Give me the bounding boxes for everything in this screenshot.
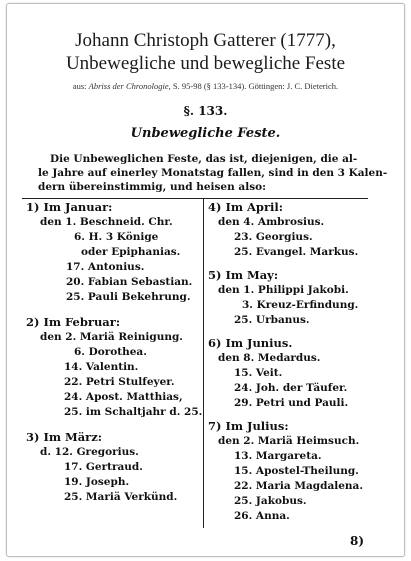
feast-entry: den 2. Mariä Heimsuch. <box>218 435 360 447</box>
feast-entry: 25. im Schaltjahr d. 25. <box>64 406 203 418</box>
feast-entry: 22. Petri Stulfeyer. <box>64 376 175 388</box>
month-heading: 2) Im Februar: <box>26 315 121 329</box>
source-details: , S. 95-98 (§ 133-134). Göttingen: J. C. Dieterich. <box>168 81 339 91</box>
month-heading: 1) Im Januar: <box>26 200 113 214</box>
page-number: 8) <box>350 534 365 548</box>
feast-entry: den 2. Mariä Reinigung. <box>40 331 183 343</box>
feast-entry: 17. Gertraud. <box>64 461 143 473</box>
intro-paragraph <box>38 152 388 194</box>
month-heading: 3) Im März: <box>26 430 103 444</box>
table-top-rule <box>22 198 368 199</box>
section-title: Unbewegliche Feste. <box>130 126 281 141</box>
feast-entry: den 8. Medardus. <box>218 352 321 364</box>
feast-entry: 24. Apost. Matthias, <box>64 391 183 403</box>
feast-entry: 15. Apostel-Theilung. <box>234 465 359 477</box>
month-heading: 7) Im Julius: <box>208 419 289 433</box>
right-feast-column <box>208 200 363 524</box>
feast-entry: oder Epiphanias. <box>81 246 181 258</box>
section-number: §. 133. <box>183 104 228 118</box>
feast-entry: 14. Valentin. <box>64 361 139 373</box>
left-feast-column <box>26 200 202 505</box>
month-heading: 4) Im April: <box>208 200 284 214</box>
feast-entry: d. 12. Gregorius. <box>40 446 139 458</box>
feast-entry: 13. Margareta. <box>234 450 322 462</box>
feast-entry: 23. Georgius. <box>234 231 313 243</box>
intro-line: le Jahre auf einerley Monatstag fallen, sind in den 3 Kalen- <box>38 167 388 179</box>
feast-entry: 19. Joseph. <box>64 476 130 488</box>
feast-entry: 25. Pauli Bekehrung. <box>66 291 191 303</box>
intro-line: Die Unbeweglichen Feste, das ist, diejenigen, die al- <box>50 153 358 165</box>
month-heading: 6) Im Junius. <box>208 336 293 350</box>
document-title-line-1: Johann Christoph Gatterer (1777), <box>75 30 336 51</box>
document-title-line-2: Unbewegliche und bewegliche Feste <box>65 53 346 74</box>
source-citation <box>0 81 411 91</box>
month-heading: 5) Im May: <box>208 268 279 282</box>
feast-entry: 6. Dorothea. <box>74 346 147 358</box>
source-prefix: aus: <box>72 81 89 91</box>
feast-entry: 26. Anna. <box>234 510 290 522</box>
source-book-title: Abriss der Chronologie <box>88 81 169 91</box>
feast-entry: 24. Joh. der Täufer. <box>234 382 348 394</box>
feast-entry: 25. Jakobus. <box>234 495 307 507</box>
feast-entry: 22. Maria Magdalena. <box>234 480 364 492</box>
feast-entry: 6. H. 3 Könige <box>74 231 159 243</box>
feast-entry: 15. Veit. <box>234 367 283 379</box>
feast-entry: 25. Urbanus. <box>234 314 310 326</box>
feast-entry: 29. Petri und Pauli. <box>234 397 349 409</box>
feast-entry: den 1. Philippi Jakobi. <box>218 284 349 296</box>
feast-entry: 17. Antonius. <box>66 261 145 273</box>
feast-entry: den 4. Ambrosius. <box>218 216 325 228</box>
feast-entry: den 1. Beschneid. Chr. <box>40 216 173 228</box>
feast-entry: 25. Mariä Verkünd. <box>64 491 178 503</box>
feast-entry: 3. Kreuz-Erfindung. <box>242 299 359 311</box>
intro-line: dern übereinstimmig, und heisen also: <box>38 181 266 193</box>
feast-entry: 20. Fabian Sebastian. <box>66 276 193 288</box>
feast-entry: 25. Evangel. Markus. <box>234 246 359 258</box>
column-divider <box>203 198 204 528</box>
